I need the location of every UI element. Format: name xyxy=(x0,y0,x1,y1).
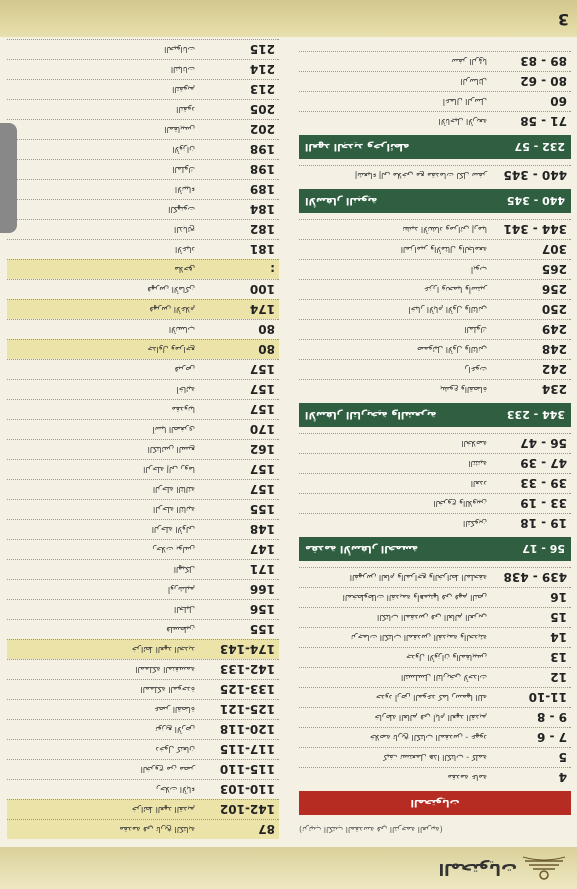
toc-page-number: 148 xyxy=(249,522,275,537)
toc-page-number: 256 xyxy=(541,282,567,297)
toc-entry-title: الأوزان xyxy=(172,145,195,154)
toc-row xyxy=(299,493,571,513)
toc-page-number: 250 xyxy=(541,302,567,317)
toc-page-number: 157 xyxy=(249,382,275,397)
toc-page-number: 344 - 341 xyxy=(503,222,567,237)
toc-row xyxy=(299,473,571,493)
toc-page-number: 80 xyxy=(258,342,275,357)
toc-page-number: 39 - 33 xyxy=(520,476,567,491)
toc-page-number: 214 xyxy=(249,62,275,77)
toc-entry-title: أيوب xyxy=(470,265,487,274)
toc-entry-title: الفهرس العام والمراجع والخرائط الملحقة xyxy=(349,573,487,582)
toc-entry-title: مقدمة عامة xyxy=(447,773,487,782)
toc-row xyxy=(7,299,279,319)
section-title: العهد الجديد وخرائطه xyxy=(305,141,410,153)
toc-page-number: 242 xyxy=(541,362,567,377)
section-header xyxy=(299,403,571,427)
toc-page-number: 11-10 xyxy=(528,690,567,705)
toc-entry-title: فلسطين xyxy=(166,625,195,634)
header-bar xyxy=(0,847,577,889)
intro-note: (ترتيب الكتب المقدسة في الترجمة العربية) xyxy=(299,825,443,835)
toc-page-number: 174-143 xyxy=(219,642,275,657)
toc-entry-title: سفر الرؤيا xyxy=(451,57,487,66)
toc-page-number: 155 xyxy=(249,502,275,517)
toc-row xyxy=(7,719,279,739)
toc-row xyxy=(299,433,571,453)
toc-row xyxy=(7,459,279,479)
toc-entry-title: كيف تستعمل هذا الكتاب - كلمة xyxy=(383,753,487,762)
toc-page-number: 60 xyxy=(550,94,567,109)
toc-entry-title: خلاصة تاريخ الكتاب المقدس - عهود xyxy=(369,733,487,742)
toc-entry-title: قبرص xyxy=(174,365,195,374)
toc-page-number: 157 xyxy=(249,462,275,477)
toc-page-number: 171 xyxy=(249,562,275,577)
toc-row xyxy=(299,339,571,359)
toc-page-number: 142-133 xyxy=(219,662,275,677)
toc-page-number: : xyxy=(270,262,275,277)
toc-row xyxy=(7,559,279,579)
toc-entry-title: الأنساب xyxy=(168,325,195,334)
toc-entry-title: أعمال الرسل xyxy=(442,97,487,106)
toc-entry-title: النباتات xyxy=(170,65,195,74)
toc-entry-title: مقدونيا xyxy=(171,405,195,414)
toc-row xyxy=(7,419,279,439)
toc-entry-title: المملكة الموحدة xyxy=(140,685,195,694)
toc-entry-title: خرائط العهد القديم xyxy=(131,805,195,814)
toc-page-number: 166 xyxy=(249,582,275,597)
toc-row xyxy=(7,99,279,119)
toc-entry-title: أخائية xyxy=(176,385,195,394)
toc-entry-title: الرحلة الثالثة xyxy=(152,485,195,494)
toc-row xyxy=(7,759,279,779)
toc-page-number: 440 - 345 xyxy=(503,168,567,183)
toc-row xyxy=(299,667,571,687)
toc-page-number: 248 xyxy=(541,342,567,357)
toc-entry-title: المزامير والأمثال والجامعة xyxy=(400,245,487,254)
toc-row xyxy=(299,513,571,533)
toc-row xyxy=(7,639,279,659)
toc-row xyxy=(7,239,279,259)
toc-row xyxy=(7,679,279,699)
section-range: 344 - 233 xyxy=(506,408,565,422)
toc-page-number: 157 xyxy=(249,402,275,417)
toc-page-number: 87 xyxy=(258,822,275,837)
section-title: مقدمة الأسفار الخمسة xyxy=(305,543,419,555)
toc-row xyxy=(7,659,279,679)
toc-row xyxy=(299,453,571,473)
toc-entry-title: الخلاصة xyxy=(461,439,487,448)
toc-page-number: 157 xyxy=(249,482,275,497)
toc-entry-title: الملوك xyxy=(172,165,195,174)
toc-page-number: 115-110 xyxy=(219,762,275,777)
toc-entry-title: المخطوطات القديمة وأهميتها في فهم النص xyxy=(342,593,487,602)
toc-page-number: 120-118 xyxy=(219,722,275,737)
toc-page-number: 157 xyxy=(249,362,275,377)
toc-row xyxy=(7,439,279,459)
toc-page-number: 215 xyxy=(249,42,275,57)
toc-page-number: 117-115 xyxy=(219,742,275,757)
toc-entry-title: المقاييس xyxy=(164,125,195,134)
toc-entry-title: جداول ومراجع xyxy=(147,345,195,354)
section-header xyxy=(299,537,571,561)
toc-page-number: 56 - 47 xyxy=(520,436,567,451)
section-header xyxy=(299,189,571,213)
toc-entry-title: خارطة العالم في أيام العهد القديم xyxy=(374,713,487,722)
toc-row xyxy=(299,111,571,131)
toc-entry-title: إشعياء إلى ملاخي مع مقدمات لكل سفر xyxy=(354,171,487,180)
toc-page-number: 15 xyxy=(550,610,567,625)
toc-entry-title: جدول الأوزان والمقاييس xyxy=(406,653,487,662)
toc-entry-title: عزرا ونحميا وأستير xyxy=(423,285,487,294)
toc-page-number: 133-125 xyxy=(219,682,275,697)
toc-entry-title: الهيكل xyxy=(173,565,195,574)
toc-page-number: 205 xyxy=(249,102,275,117)
toc-page-number: 19 - 18 xyxy=(520,516,567,531)
section-range: 56 - 17 xyxy=(522,542,565,556)
toc-entry-title: فهرس الأماكن xyxy=(147,285,195,294)
section-range: 232 - 57 xyxy=(514,140,565,154)
toc-entry-title: رحلات الآباء xyxy=(156,785,195,794)
toc-row xyxy=(7,579,279,599)
toc-page-number: 5 xyxy=(558,750,567,765)
toc-page-number: 202 xyxy=(249,122,275,137)
toc-entry-title: الكنائس السبع xyxy=(147,445,195,454)
toc-row xyxy=(7,379,279,399)
toc-page-number: 13 xyxy=(550,650,567,665)
toc-entry-title: عصر القضاة xyxy=(154,705,195,714)
toc-page-number: 198 xyxy=(249,142,275,157)
toc-row xyxy=(299,219,571,239)
toc-page-number: 33 - 19 xyxy=(520,496,567,511)
toc-page-number: 439 - 438 xyxy=(503,570,567,585)
toc-entry-title: يشوع والقضاة xyxy=(440,385,487,394)
toc-entry-title: حدود أرض الموعد كما رسمها الله xyxy=(375,693,487,702)
right-column xyxy=(7,0,279,839)
toc-row xyxy=(7,799,279,819)
toc-row xyxy=(299,319,571,339)
toc-page-number: 110-103 xyxy=(219,782,275,797)
toc-row xyxy=(7,599,279,619)
toc-entry-title: مقدمة في تاريخ الكتابة xyxy=(119,825,195,834)
toc-entry-title: دخول كنعان xyxy=(155,745,195,754)
toc-row xyxy=(7,39,279,59)
toc-row xyxy=(299,707,571,727)
toc-row xyxy=(7,499,279,519)
toc-entry-title: المملكة المنقسمة xyxy=(135,665,195,674)
toc-row xyxy=(7,359,279,379)
toc-row xyxy=(299,239,571,259)
toc-entry-title: التسلسل التاريخي لأحداث xyxy=(400,673,487,682)
toc-page-number: 213 xyxy=(249,82,275,97)
toc-page-number: 189 xyxy=(249,182,275,197)
toc-row xyxy=(299,259,571,279)
toc-entry-title: الكهنوت xyxy=(168,205,195,214)
toc-row xyxy=(7,539,279,559)
bookmark-ribbon xyxy=(0,123,17,233)
toc-page-number: 16 xyxy=(550,590,567,605)
toc-row xyxy=(299,687,571,707)
toc-entry-title: فهرس الأعلام xyxy=(149,305,195,314)
toc-page-number: 184 xyxy=(249,202,275,217)
toc-entry-title: الرحلة الأولى xyxy=(151,525,195,534)
section-title: الأسفار النبوية xyxy=(305,195,378,207)
header-title: المحتويات xyxy=(438,860,517,879)
toc-entry-title: خرائط العهد الجديد xyxy=(131,645,195,654)
toc-row xyxy=(299,71,571,91)
toc-row xyxy=(299,91,571,111)
toc-entry-title: أخبار الأيام الأول والثاني xyxy=(408,305,487,314)
toc-page-number: 47 - 39 xyxy=(520,456,567,471)
toc-row xyxy=(7,159,279,179)
toc-row xyxy=(7,739,279,759)
toc-page-number: 12 xyxy=(550,670,567,685)
section-title: المحتويات xyxy=(410,797,460,809)
toc-entry-title: الجليل xyxy=(174,605,195,614)
toc-row xyxy=(7,259,279,279)
toc-entry-title: توزيع الأرض xyxy=(155,725,195,734)
toc-entry-title: التثنية xyxy=(468,459,487,468)
toc-row xyxy=(7,339,279,359)
toc-row xyxy=(7,619,279,639)
toc-row xyxy=(7,219,279,239)
toc-entry-title: الذبائح xyxy=(174,225,195,234)
toc-row xyxy=(299,299,571,319)
toc-row xyxy=(299,379,571,399)
toc-row xyxy=(299,627,571,647)
toc-page-number: 147 xyxy=(249,542,275,557)
toc-row xyxy=(7,139,279,159)
left-column xyxy=(299,51,571,839)
toc-page-number: 155 xyxy=(249,622,275,637)
toc-row xyxy=(299,359,571,379)
toc-page-number: 71 - 58 xyxy=(520,114,567,129)
toc-row xyxy=(7,479,279,499)
toc-row xyxy=(7,519,279,539)
page-number: 3 xyxy=(557,10,569,29)
section-header xyxy=(299,135,571,159)
toc-entry-title: الرحلة إلى روما xyxy=(143,465,195,474)
toc-row xyxy=(7,79,279,99)
toc-page-number: 4 xyxy=(558,770,567,785)
toc-entry-title: التكوين xyxy=(463,519,487,528)
toc-entry-title: الحيوانات xyxy=(164,45,195,54)
toc-row xyxy=(299,587,571,607)
toc-entry-title: الكتاب المقدس في العالم العربي xyxy=(377,613,487,622)
toc-entry-title: رحلات بولس xyxy=(152,545,195,554)
toc-entry-title: آسيا الصغرى xyxy=(152,425,195,434)
toc-page-number: 182 xyxy=(249,222,275,237)
toc-entry-title: صموئيل الأول والثاني xyxy=(416,345,487,354)
toc-page-number: 80 xyxy=(258,322,275,337)
toc-entry-title: العدد xyxy=(470,479,487,488)
toc-row xyxy=(7,819,279,839)
toc-page-number: 9 - 8 xyxy=(536,710,567,725)
toc-entry-title: الخروج واللاويين xyxy=(433,499,487,508)
toc-row xyxy=(7,119,279,139)
toc-entry-title: الرسائل xyxy=(460,77,487,86)
toc-row xyxy=(299,607,571,627)
toc-page-number: 142-102 xyxy=(219,802,275,817)
footer-bar xyxy=(0,0,577,37)
toc-page-number: 198 xyxy=(249,162,275,177)
toc-page-number: 181 xyxy=(249,242,275,257)
section-range: 440 - 345 xyxy=(506,194,565,208)
toc-row xyxy=(7,199,279,219)
toc-entry-title: راعوث xyxy=(464,365,487,374)
toc-page-number: 174 xyxy=(249,302,275,317)
toc-entry-title: الأعياد xyxy=(175,245,195,254)
toc-page-number: 7 - 6 xyxy=(536,730,567,745)
toc-entry-title: ترجمات الكتاب المقدس القديمة والحديثة xyxy=(351,633,487,642)
toc-row xyxy=(7,279,279,299)
toc-page-number: 249 xyxy=(541,322,567,337)
toc-entry-title: ملاحق xyxy=(174,265,195,274)
toc-entry-title: أورشليم xyxy=(167,585,195,594)
toc-row xyxy=(7,59,279,79)
toc-row xyxy=(299,279,571,299)
toc-row xyxy=(7,699,279,719)
toc-row xyxy=(299,647,571,667)
toc-row xyxy=(299,727,571,747)
toc-row xyxy=(299,165,571,185)
toc-page-number: 170 xyxy=(249,422,275,437)
toc-row xyxy=(7,319,279,339)
toc-entry-title: الرحلة الثانية xyxy=(153,505,195,514)
toc-row xyxy=(299,747,571,767)
toc-entry-title: نشيد الأنشاد ومراثي إرميا xyxy=(402,225,487,234)
toc-page-number: 125-121 xyxy=(219,702,275,717)
toc-row xyxy=(7,399,279,419)
toc-page-number: 89 - 83 xyxy=(520,54,567,69)
section-title: الأسفار التاريخية والشعرية xyxy=(305,409,437,421)
toc-row xyxy=(299,51,571,71)
ornament-logo-icon xyxy=(521,855,567,883)
toc-entry-title: الأناجيل الأربعة xyxy=(438,117,487,126)
toc-page-number: 80 - 62 xyxy=(520,74,567,89)
toc-entry-title: النقود xyxy=(176,105,195,114)
toc-row xyxy=(299,567,571,587)
toc-entry-title: الخروج من مصر xyxy=(140,765,195,774)
toc-row xyxy=(7,179,279,199)
section-header xyxy=(299,791,571,815)
toc-entry-title: التقويم xyxy=(172,85,195,94)
toc-row xyxy=(299,767,571,787)
toc-page-number: 14 xyxy=(550,630,567,645)
toc-page-number: 100 xyxy=(249,282,275,297)
toc-page-number: 156 xyxy=(249,602,275,617)
toc-entry-title: الأنبياء xyxy=(174,185,195,194)
toc-page-number: 307 xyxy=(541,242,567,257)
toc-page-number: 265 xyxy=(541,262,567,277)
toc-page-number: 162 xyxy=(249,442,275,457)
toc-row xyxy=(7,779,279,799)
toc-entry-title: الملوك xyxy=(464,325,487,334)
toc-page-number: 234 xyxy=(541,382,567,397)
